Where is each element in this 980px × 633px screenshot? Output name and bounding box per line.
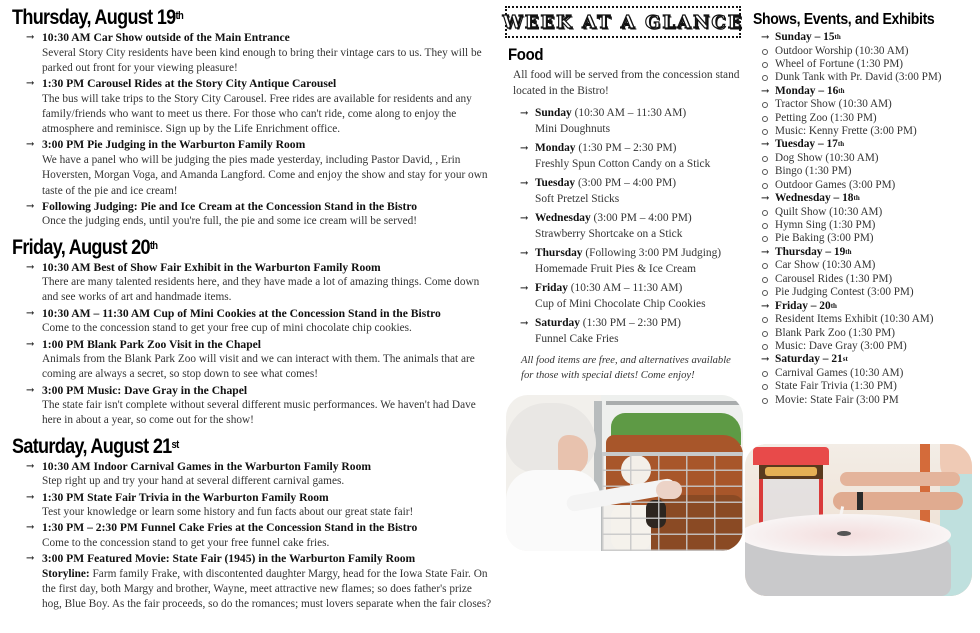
event-item [12,490,492,521]
day-thursday [12,6,492,230]
arrow-icon: → [520,213,529,224]
show-day-text: Sunday – 15 [775,31,835,43]
event-title: 1:30 PM – 2:30 PM Funnel Cake Fries at the Concession Stand in the Bistro [42,521,418,535]
ordinal-suffix: th [837,140,845,149]
show-item [753,394,980,407]
show-item-text: State Fair Trivia (1:30 PM) [775,380,897,393]
show-item-text: Hymn Sing (1:30 PM) [775,219,876,232]
event-title: 10:30 AM – 11:30 AM Cup of Mini Cookies at the Concession Stand in the Bistro [42,306,441,320]
show-item [753,340,980,353]
event-title: 3:00 PM Pie Judging in the Warburton Family Room [42,138,306,152]
arrow-icon: → [520,178,529,189]
food-day: Sunday [535,107,572,119]
day-heading-text: Friday, August 20 [12,235,150,259]
arrow-icon: → [761,246,770,258]
week-at-a-glance-banner [502,6,744,38]
show-item-text: Bingo (1:30 PM) [775,165,852,178]
show-item [753,112,980,125]
food-name: Soft Pretzel Sticks [535,192,620,205]
show-item-text: Dog Show (10:30 AM) [775,151,879,164]
circle-bullet-icon [762,49,768,55]
event-item [12,137,492,198]
ordinal-suffix: th [149,239,158,252]
arrow-icon: → [26,307,35,319]
circle-bullet-icon [762,210,768,216]
show-item [753,125,980,138]
food-name: Freshly Spun Cotton Candy on a Stick [535,157,711,170]
show-item-text: Music: Kenny Frette (3:00 PM) [775,125,917,138]
show-day-label [775,192,980,206]
show-item [753,179,980,192]
event-description: Test your knowledge or learn some history and fun facts about our great state fair! [42,506,414,519]
show-item [753,367,980,380]
ordinal-suffix: st [842,355,848,364]
day-saturday [12,435,492,613]
event-title: 10:30 AM Indoor Carnival Games in the Warburton Family Room [42,459,372,473]
event-description: Come to the concession stand to get your free cup of mini chocolate chip cookies. [42,322,412,335]
circle-bullet-icon [762,236,768,242]
event-title: 1:00 PM Blank Park Zoo Visit in the Chapel [42,337,262,351]
arrow-icon: → [761,32,770,43]
food-time: (3:00 PM – 4:00 PM) [575,177,677,189]
show-item-text: Wheel of Fortune (1:30 PM) [775,57,904,70]
arrow-icon: → [520,318,529,329]
storyline-text: Farm family Frake, with discontented daughter Margy, head for the Iowa State Fair. On the first day, both Margy and brother, Wayne, meet attractive new flames; so does father's prize hog, Blue Boy. As the fair proceeds, so do the romances; must lovers separate when the fair closes? [42,567,492,611]
food-item [505,316,745,347]
ordinal-suffix: th [853,194,860,203]
show-day-text: Tuesday – 17 [775,138,838,151]
event-title: Following Judging: Pie and Ice Cream at the Concession Stand in the Bistro [42,199,418,213]
event-item [12,306,492,337]
food-item [505,281,745,312]
arrow-icon: → [26,338,35,350]
show-item-text: Outdoor Games (3:00 PM) [775,178,896,191]
show-day-label [775,353,980,367]
show-item-text: Outdoor Worship (10:30 AM) [775,44,909,57]
storyline-label: Storyline: [42,567,90,580]
food-day: Friday [535,282,568,294]
show-item [753,286,980,299]
event-description: We have a panel who will be judging the pies made yesterday, including Pastor David, , Erin Hoversten, Morgan Voga, and Amanda Langford. Come and enjoy the show and stay for your own taste of the pie and ice cream! [42,153,488,197]
food-item [505,141,745,172]
food-heading: Food [508,45,544,64]
show-day [753,353,980,367]
show-item [753,313,980,326]
show-item-text: Tractor Show (10:30 AM) [775,98,892,111]
event-description: Animals from the Blank Park Zoo will visit and we can interact with them. The animals that are coming are always a secret, so stop down to see what comes! [42,353,475,381]
arrow-icon: → [26,384,35,396]
show-item [753,98,980,111]
arrow-icon: → [26,460,35,472]
show-item [753,58,980,71]
show-day-text: Monday – 16 [775,84,839,97]
show-item [753,380,980,393]
arrow-icon: → [26,261,35,273]
event-title: 3:00 PM Featured Movie: State Fair (1945) in the Warburton Family Room [42,552,416,566]
daily-schedule [12,6,492,619]
event-item [12,30,492,76]
ordinal-suffix: th [845,247,852,256]
circle-bullet-icon [762,62,768,68]
arrow-icon: → [26,522,35,534]
circle-bullet-icon [762,116,768,122]
event-description [42,567,492,613]
show-item [753,232,980,245]
food-time: (10:30 AM – 11:30 AM) [567,282,683,294]
circle-bullet-icon [762,129,768,135]
event-description: The state fair isn't complete without several different music performances. We haven't had Dave here in about a year, so come out for the show! [42,399,476,427]
event-description: Step right up and try your hand at several different carnival games. [42,475,345,488]
show-day [753,85,980,99]
food-name: Funnel Cake Fries [535,332,619,345]
show-day-text: Thursday – 19 [775,245,846,258]
event-item [12,383,492,429]
show-item [753,273,980,286]
show-item-text: Movie: State Fair (3:00 PM [775,393,899,406]
show-day [753,246,980,260]
ordinal-suffix: st [171,438,179,451]
show-item-text: Dunk Tank with Pr. David (3:00 PM) [775,71,942,84]
circle-bullet-icon [762,156,768,162]
food-day: Thursday [535,247,583,259]
food-note: All food items are free, and alternatives available for those with special diets! Come enjoy! [521,355,731,381]
ordinal-suffix: th [834,33,841,41]
show-day-label [775,138,980,152]
show-day-text: Wednesday – 18 [775,192,854,205]
event-title: 3:00 PM Music: Dave Gray in the Chapel [42,383,248,397]
arrow-icon: → [761,354,770,366]
event-title: 1:30 PM Carousel Rides at the Story City Antique Carousel [42,77,337,91]
day-heading [12,236,425,260]
event-description: There are many talented residents here, and they have made a lot of amazing things. Come down and see works of art and handmade items. [42,276,480,304]
day-friday [12,236,492,429]
day-heading [12,6,425,30]
arrow-icon: → [520,108,529,119]
food-time: (1:30 PM – 2:30 PM) [575,142,677,154]
show-item-text: Carnival Games (10:30 AM) [775,366,904,379]
week-at-a-glance [502,6,745,383]
show-day-label [775,31,980,45]
show-item-text: Music: Dave Gray (3:00 PM) [775,339,907,352]
circle-bullet-icon [762,263,768,269]
arrow-icon: → [761,139,770,151]
event-item [12,459,492,490]
circle-bullet-icon [762,102,768,108]
show-day [753,300,980,314]
show-item-text: Blank Park Zoo (1:30 PM) [775,326,895,339]
circle-bullet-icon [762,371,768,377]
show-item [753,71,980,84]
show-item-text: Car Show (10:30 AM) [775,259,876,272]
food-name: Homemade Fruit Pies & Ice Cream [535,262,697,275]
show-day-text: Saturday – 21 [775,353,843,366]
food-day: Wednesday [535,212,591,224]
show-item-text: Quilt Show (10:30 AM) [775,205,883,218]
day-heading-text: Saturday, August 21 [12,434,172,458]
event-description: The bus will take trips to the Story City Carousel. Free rides are available for residents and any family/friends who want to meet us there. For those who can't ride, come along to enjoy the atmosphere and reminisce. Sign up by the Life Enrichment office. [42,92,472,136]
show-item-text: Petting Zoo (1:30 PM) [775,111,877,124]
show-day-text: Friday – 20 [775,299,831,312]
petting-zoo-photo [506,395,743,551]
circle-bullet-icon [762,290,768,296]
event-item [12,76,492,137]
show-item-text: Resident Items Exhibit (10:30 AM) [775,313,934,326]
event-description: Come to the concession stand to get your free funnel cake fries. [42,536,330,549]
event-title: 1:30 PM State Fair Trivia in the Warburton Family Room [42,490,329,504]
event-description: Once the judging ends, until you're full, the pie and some ice cream will be served! [42,215,418,228]
circle-bullet-icon [762,183,768,189]
circle-bullet-icon [762,169,768,175]
food-time: (3:00 PM – 4:00 PM) [590,212,692,224]
day-heading [12,435,425,459]
shows-events-exhibits [753,9,980,407]
day-heading-text: Thursday, August 19 [12,6,176,29]
food-name: Mini Doughnuts [535,122,610,135]
food-name: Strawberry Shortcake on a Stick [535,227,683,240]
show-item-text: Pie Judging Contest (3:00 PM) [775,286,914,299]
food-item [505,211,745,242]
food-item [505,176,745,207]
show-day [753,138,980,152]
arrow-icon: → [26,32,35,43]
event-item [12,199,492,230]
show-day [753,192,980,206]
ordinal-suffix: th [838,86,845,95]
show-item [753,219,980,232]
ordinal-suffix: th [175,10,184,22]
show-item [753,45,980,58]
show-day-label [775,300,980,314]
food-item [505,106,745,137]
food-item [505,246,745,277]
show-day-label [775,246,980,260]
show-item-text: Carousel Rides (1:30 PM) [775,272,893,285]
arrow-icon: → [26,78,35,90]
food-time: (1:30 PM – 2:30 PM) [579,317,681,329]
cotton-candy-photo [745,444,972,596]
circle-bullet-icon [762,331,768,337]
circle-bullet-icon [762,344,768,350]
food-day: Monday [535,142,576,154]
food-time: (10:30 AM – 11:30 AM) [571,107,687,119]
arrow-icon: → [520,283,529,294]
food-name: Cup of Mini Chocolate Chip Cookies [535,297,706,310]
event-item [12,260,492,306]
show-item [753,206,980,219]
arrow-icon: → [26,200,35,212]
circle-bullet-icon [762,277,768,283]
arrow-icon: → [761,85,770,97]
show-day-label [775,85,980,99]
circle-bullet-icon [762,398,768,404]
arrow-icon: → [520,143,529,154]
food-day: Saturday [535,317,580,329]
event-item [12,520,492,551]
arrow-icon: → [520,248,529,259]
arrow-icon: → [761,300,770,312]
circle-bullet-icon [762,317,768,323]
event-item [12,551,492,612]
circle-bullet-icon [762,223,768,229]
food-intro: All food will be served from the concession stand located in the Bistro! [513,69,740,97]
event-title: 10:30 AM Best of Show Fair Exhibit in the Warburton Family Room [42,260,381,274]
food-day: Tuesday [535,177,576,189]
show-item [753,259,980,272]
shows-heading: Shows, Events, and Exhibits [753,11,935,28]
circle-bullet-icon [762,384,768,390]
food-time: (Following 3:00 PM Judging) [582,247,722,259]
banner-title: WEEK AT A GLANCE [502,11,744,33]
event-item [12,337,492,383]
event-title: 10:30 AM Car Show outside of the Main Entrance [42,31,290,44]
show-item-text: Pie Baking (3:00 PM) [775,232,874,245]
ordinal-suffix: th [830,301,837,310]
arrow-icon: → [761,193,770,205]
show-day [753,31,980,45]
circle-bullet-icon [762,75,768,81]
arrow-icon: → [26,553,35,565]
show-item [753,165,980,178]
event-description: Several Story City residents have been kind enough to bring their vintage cars to us. They will be parked out front for your viewing pleasure! [42,46,482,74]
arrow-icon: → [26,491,35,503]
arrow-icon: → [26,139,35,151]
show-item [753,152,980,165]
show-item [753,327,980,340]
